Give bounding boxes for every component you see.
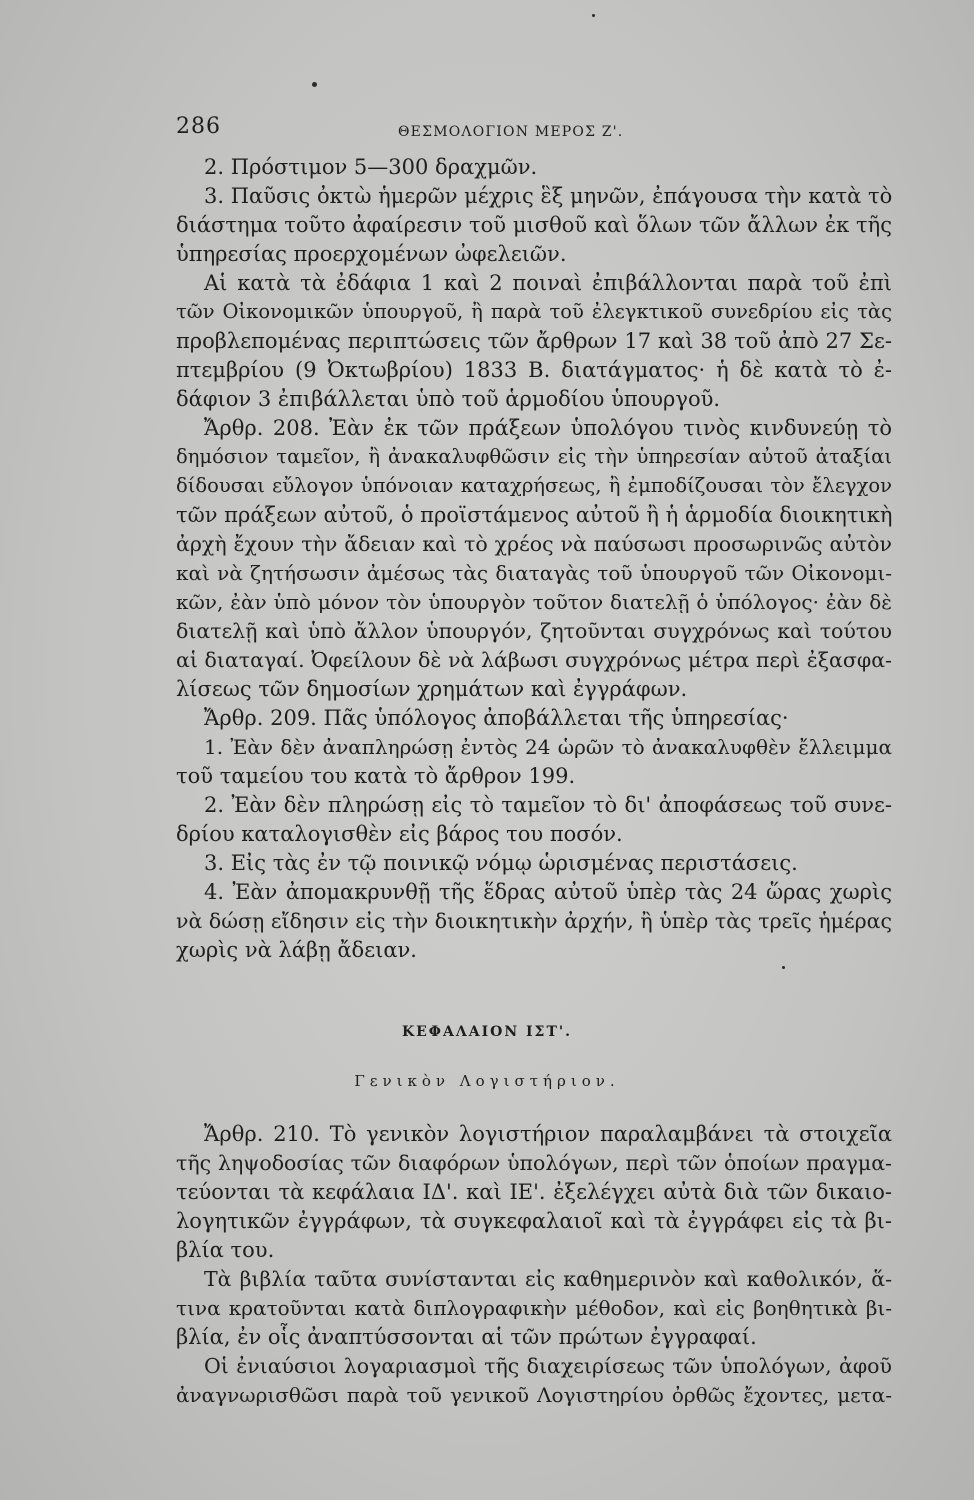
text-line: 2. Ἐὰν δὲν πληρώσῃ εἰς τὸ ταμεῖον τὸ δι' ἀποφάσεως τοῦ συνε- xyxy=(204,793,892,817)
text-line: δάφιον 3 ἐπιβάλλεται ὑπὸ τοῦ ἁρμοδίου ὑπουργοῦ. xyxy=(176,387,721,411)
text-line: Ἄρθρ. 209. Πᾶς ὑπόλογος ἀποβάλλεται τῆς ὑπηρεσίας· xyxy=(204,706,789,730)
text-line: 1. Ἐὰν δὲν ἀναπληρώσῃ ἐντὸς 24 ὡρῶν τὸ ἀνακαλυφθὲν ἔλλειμμα xyxy=(204,735,892,759)
text-line: βλία του. xyxy=(176,1238,275,1262)
text-line: 3. Παῦσις ὀκτὼ ἡμερῶν μέχρις ἓξ μηνῶν, ἐπάγουσα τὴν κατὰ τὸ xyxy=(204,184,892,208)
text-line: ἀναγνωρισθῶσι παρὰ τοῦ γενικοῦ Λογιστηρίου ὀρθῶς ἔχοντες, μετα- xyxy=(176,1383,892,1407)
ink-speck xyxy=(782,966,785,969)
ink-speck xyxy=(592,14,595,17)
text-line: 4. Ἐὰν ἀπομακρυνθῇ τῆς ἕδρας αὐτοῦ ὑπὲρ τὰς 24 ὥρας χωρὶς xyxy=(204,880,892,904)
text-line: πτεμβρίου (9 Ὀκτωβρίου) 1833 Β. διατάγματος· ἡ δὲ κατὰ τὸ ἐ- xyxy=(176,358,892,382)
chapter-title: ΚΕΦΑΛΑΙΟΝ ΙΣΤ'. xyxy=(401,1024,573,1040)
text-line: τῶν πράξεων αὐτοῦ, ὁ προϊστάμενος αὐτοῦ ἢ ἡ ἁρμοδία διοικητικὴ xyxy=(176,503,892,527)
text-line: διατελῇ καὶ ὑπὸ ἄλλον ὑπουργόν, ζητοῦνται συγχρόνως καὶ τούτου xyxy=(176,619,892,643)
chapter-subtitle: Γενικὸν Λογιστήριον. xyxy=(354,1072,620,1090)
text-line: προβλεπομένας περιπτώσεις τῶν ἄρθρων 17 καὶ 38 τοῦ ἀπὸ 27 Σε- xyxy=(176,329,892,353)
text-line: ὑπηρεσίας προερχομένων ὠφελειῶν. xyxy=(176,242,567,266)
text-line: νὰ δώσῃ εἴδησιν εἰς τὴν διοικητικὴν ἀρχήν, ἢ ὑπὲρ τὰς τρεῖς ἡμέρας xyxy=(176,909,892,933)
text-line: τῶν Οἰκονομικῶν ὑπουργοῦ, ἢ παρὰ τοῦ ἐλεγκτικοῦ συνεδρίου εἰς τὰς xyxy=(176,300,892,323)
text-line: Οἱ ἐνιαύσιοι λογαριασμοὶ τῆς διαχειρίσεως τῶν ὑπολόγων, ἀφοῦ xyxy=(204,1354,892,1378)
text-line: τεύονται τὰ κεφάλαια ΙΔ'. καὶ ΙΕ'. ἐξελέγχει αὐτὰ διὰ τῶν δικαιο- xyxy=(176,1180,892,1204)
text-line: καὶ νὰ ζητήσωσιν ἀμέσως τὰς διαταγὰς τοῦ ὑπουργοῦ τῶν Οἰκονομι- xyxy=(176,561,892,585)
text-line: τοῦ ταμείου του κατὰ τὸ ἄρθρον 199. xyxy=(176,764,576,788)
text-line: δρίου καταλογισθὲν εἰς βάρος του ποσόν. xyxy=(176,822,623,846)
text-line: Τὰ βιβλία ταῦτα συνίστανται εἰς καθημερινὸν καὶ καθολικόν, ἅ- xyxy=(204,1267,892,1291)
ink-speck xyxy=(312,82,317,87)
text-line: Ἄρθρ. 208. Ἐὰν ἐκ τῶν πράξεων ὑπολόγου τινὸς κινδυνεύῃ τὸ xyxy=(204,416,892,440)
text-line: 2. Πρόστιμον 5—300 δραχμῶν. xyxy=(204,155,538,179)
page-header xyxy=(176,114,886,154)
text-line: λίσεως τῶν δημοσίων χρημάτων καὶ ἐγγράφων. xyxy=(176,677,688,701)
text-line: 3. Εἰς τὰς ἐν τῷ ποινικῷ νόμῳ ὡρισμένας περιστάσεις. xyxy=(204,851,798,875)
text-line: τινα κρατοῦνται κατὰ διπλογραφικὴν μέθοδον, καὶ εἰς βοηθητικὰ βι- xyxy=(176,1296,892,1320)
text-line: τῆς ληψοδοσίας τῶν διαφόρων ὑπολόγων, περὶ τῶν ὁποίων πραγμα- xyxy=(176,1151,892,1175)
running-head: ΘΕΣΜΟΛΟΓΙΟΝ ΜΕΡΟΣ Ζ'. xyxy=(398,124,624,140)
text-line: δημόσιον ταμεῖον, ἢ ἀνακαλυφθῶσιν εἰς τὴν ὑπηρεσίαν αὐτοῦ ἀταξίαι xyxy=(176,445,892,468)
page-number: 286 xyxy=(176,114,221,139)
text-line: δίδουσαι εὔλογον ὑπόνοιαν καταχρήσεως, ἢ ἐμποδίζουσαι τὸν ἔλεγχον xyxy=(176,474,892,497)
text-line: αἱ διαταγαί. Ὀφείλουν δὲ νὰ λάβωσι συγχρόνως μέτρα περὶ ἐξασφα- xyxy=(176,648,892,672)
text-line: κῶν, ἐὰν ὑπὸ μόνον τὸν ὑπουργὸν τοῦτον διατελῇ ὁ ὑπόλογος· ἐὰν δὲ xyxy=(176,590,892,614)
text-line: ἀρχὴ ἔχουν τὴν ἄδειαν καὶ τὸ χρέος νὰ παύσωσι προσωρινῶς αὐτὸν xyxy=(176,532,892,556)
text-line: λογητικῶν ἐγγράφων, τὰ συγκεφαλαιοῖ καὶ τὰ ἐγγράφει εἰς τὰ βι- xyxy=(176,1209,892,1233)
text-line: χωρὶς νὰ λάβῃ ἄδειαν. xyxy=(176,938,417,962)
text-line: Αἱ κατὰ τὰ ἐδάφια 1 καὶ 2 ποιναὶ ἐπιβάλλονται παρὰ τοῦ ἐπὶ xyxy=(204,271,892,295)
text-line: βλία, ἐν οἷς ἀναπτύσσονται αἱ τῶν πρώτων ἐγγραφαί. xyxy=(176,1325,757,1349)
text-line: διάστημα τοῦτο ἀφαίρεσιν τοῦ μισθοῦ καὶ ὅλων τῶν ἄλλων ἐκ τῆς xyxy=(176,213,892,237)
text-line: Ἄρθρ. 210. Τὸ γενικὸν λογιστήριον παραλαμβάνει τὰ στοιχεῖα xyxy=(204,1122,892,1146)
